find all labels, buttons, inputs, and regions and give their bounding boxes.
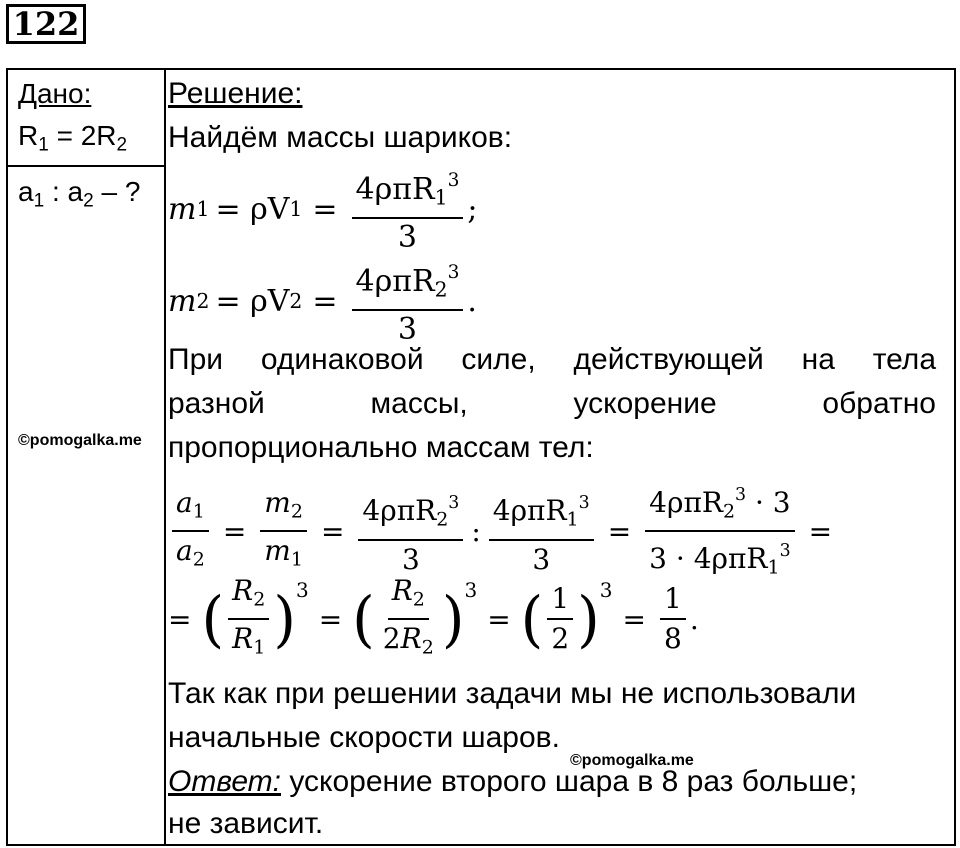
paragraph-line-2: разной массы, ускорение обратно (168, 387, 936, 420)
answer-line-2: не зависит. (168, 807, 324, 840)
given-find: $a_1$ : $a_2$ – ? (18, 176, 141, 212)
watermark: ©pomogalka.me (18, 432, 142, 449)
answer-line (168, 762, 857, 802)
given-divider (8, 165, 164, 167)
given-header: Дано: (18, 78, 92, 109)
solution-header: Решение: (168, 77, 303, 110)
paragraph-line-1: При одинаковой силе, действующей на тела (168, 343, 936, 376)
given-condition: $R_1 = 2R_2$ (18, 120, 128, 156)
equation-m2: m 2 = ρV 2 = $\frac{4\rho\pi R_2^3}{3}$ . (168, 256, 477, 347)
answer-label: Ответ: (168, 765, 281, 798)
equation-m1: m 1 = ρV 1 = $\frac{4\rho\pi R_1^3}{3}$ ; (168, 164, 478, 255)
paragraph-line-3: пропорционально массам тел: (168, 431, 594, 464)
watermark: ©pomogalka.me (570, 752, 694, 769)
equation-result: = ( $\frac{R_2}{R_1}$ ) 3 = ( $\frac{R_2}{2R_2}$ ) 3 = ( $\frac{1}{2}$ ) 3 = $\frac{1}{8}$ . (168, 574, 699, 659)
column-divider (164, 70, 166, 844)
equation-ratio: $\frac{a_1}{a_2}$ = $\frac{m_2}{m_1}$ = $\frac{4\rho\pi R_2^3}{3}$ : $\frac{4\rho\pi R_1^3}{3}$ = $\frac{4\rho\pi R_2^3 \cdot 3}{3 \cdot 4\rho\pi R_1^3}$ = (168, 478, 842, 585)
problem-number: 122 (6, 4, 86, 44)
conclusion-line-2: начальные скорости шаров. (168, 721, 560, 754)
solution-line-1: Найдём массы шариков: (168, 121, 513, 154)
conclusion-line-1: Так как при решении задачи мы не использовали (168, 677, 857, 710)
answer-text: ускорение второго шара в 8 раз больше; (281, 765, 858, 798)
